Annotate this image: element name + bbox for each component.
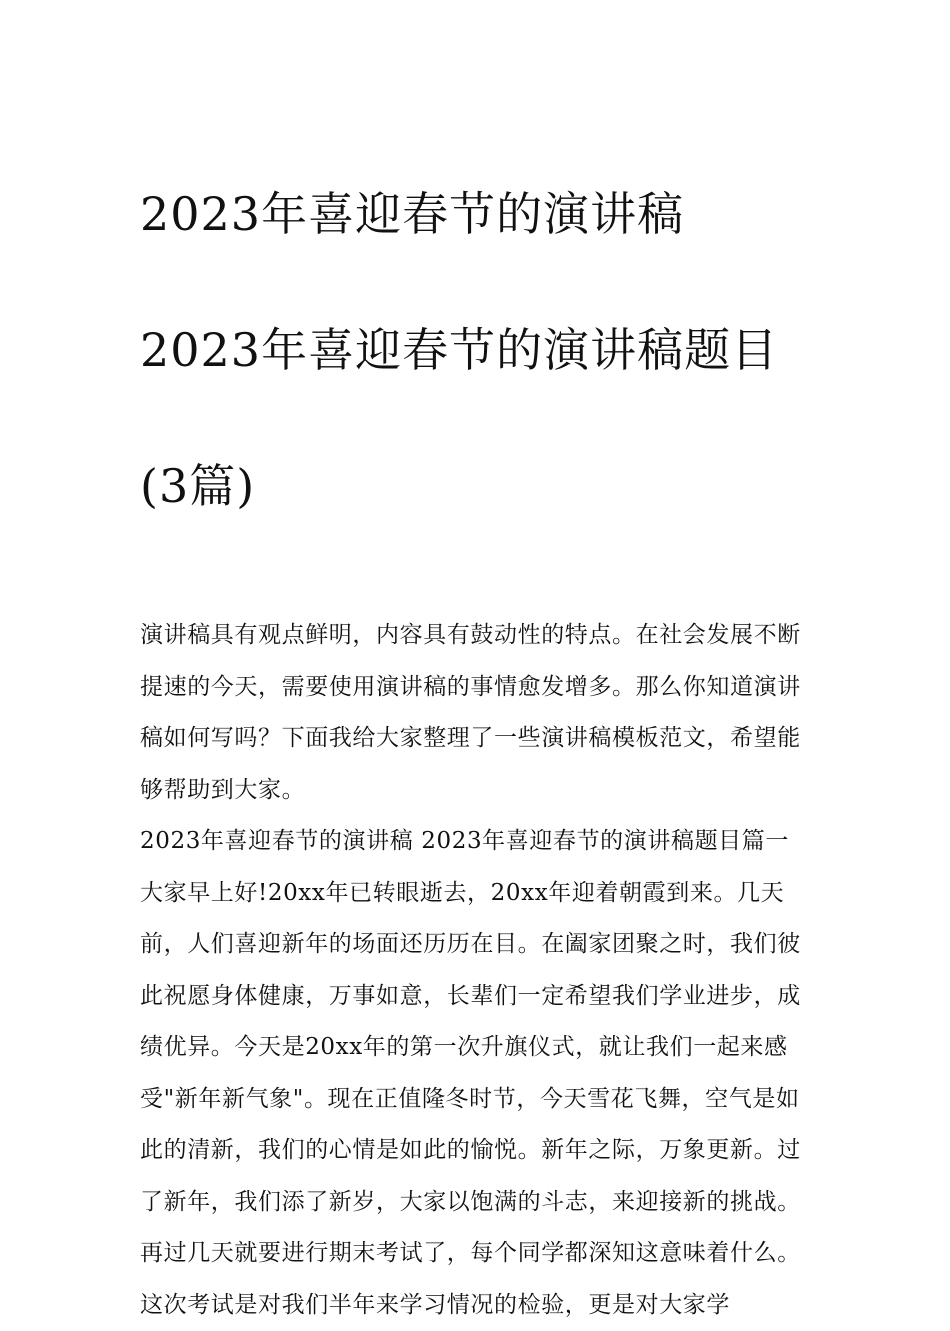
title-line-3: (3篇) <box>140 459 256 513</box>
document-body <box>140 610 816 1331</box>
title-line-2: 2023年喜迎春节的演讲稿题目 <box>140 323 779 377</box>
title-line-1: 2023年喜迎春节的演讲稿 <box>140 187 685 241</box>
document-title <box>140 112 816 588</box>
paragraph-intro: 演讲稿具有观点鲜明，内容具有鼓动性的特点。在社会发展不断提速的今天，需要使用演讲稿的事情愈发增多。那么你知道演讲稿如何写吗？下面我给大家整理了一些演讲稿模板范文，希望能够帮助到大家。 <box>140 622 801 803</box>
paragraph-speech-body: 大家早上好!20xx年已转眼逝去，20xx年迎着朝霞到来。几天前，人们喜迎新年的场面还历历在目。在阖家团聚之时，我们彼此祝愿身体健康，万事如意，长辈们一定希望我们学业进步，成绩优异。今天是20xx年的第一次升旗仪式，就让我们一起来感受"新年新气象"。现在正值隆冬时节，今天雪花飞舞，空气是如此的清新，我们的心情是如此的愉悦。新年之际，万象更新。过了新年，我们添了新岁，大家以饱满的斗志，来迎接新的挑战。 <box>140 879 801 1215</box>
paragraph-exam: 再过几天就要进行期末考试了，每个同学都深知这意味着什么。这次考试是对我们半年来学习情况的检验，更是对大家学 <box>140 1240 801 1318</box>
paragraph-section-heading: 2023年喜迎春节的演讲稿 2023年喜迎春节的演讲稿题目篇一 <box>140 828 789 854</box>
document-page <box>140 112 816 1331</box>
